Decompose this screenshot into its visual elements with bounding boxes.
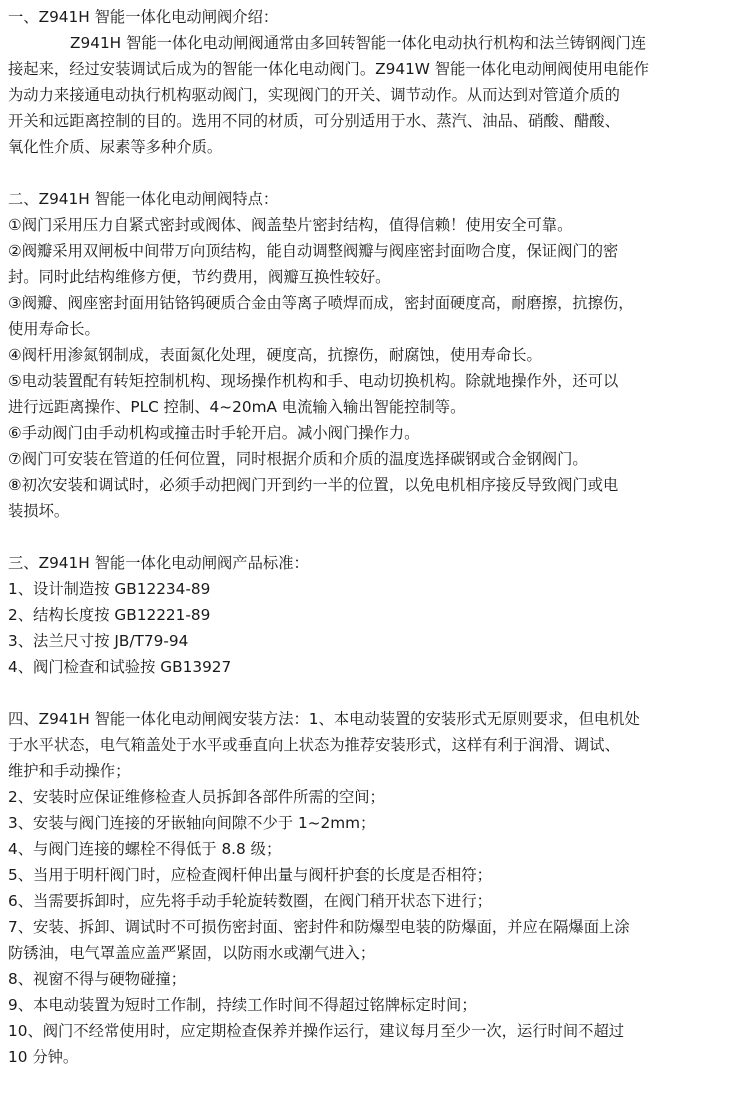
install-line: 3、安装与阀门连接的牙嵌轴向间隙不少于 1~2mm； <box>8 814 376 832</box>
install-line: 7、安装、拆卸、调试时不可损伤密封面、密封件和防爆型电装的防爆面，并应在隔爆面上涂 <box>8 918 630 936</box>
section-1-heading: 一、Z941H 智能一体化电动闸阀介绍： <box>8 8 279 26</box>
spacer <box>8 680 742 706</box>
install-line: 防锈油，电气罩盖应盖严紧固，以防雨水或潮气进入； <box>8 944 376 962</box>
install-line: 四、Z941H 智能一体化电动闸阀安装方法：1、本电动装置的安装形式无原则要求，但电机处 <box>8 710 640 728</box>
feature-line: ④阀杆用渗氮钢制成，表面氮化处理，硬度高，抗擦伤，耐腐蚀，使用寿命长。 <box>8 346 542 364</box>
install-line: 于水平状态，电气箱盖处于水平或垂直向上状态为推荐安装形式，这样有利于润滑、调试、 <box>8 736 620 754</box>
install-line: 维护和手动操作； <box>8 762 131 780</box>
feature-line: 使用寿命长。 <box>8 320 100 338</box>
install-line: 6、当需要拆卸时，应先将手动手轮旋转数圈，在阀门稍开状态下进行； <box>8 892 492 910</box>
install-line: 9、本电动装置为短时工作制，持续工作时间不得超过铭牌标定时间； <box>8 996 477 1014</box>
feature-line: ①阀门采用压力自紧式密封或阀体、阀盖垫片密封结构，值得信赖！使用安全可靠。 <box>8 216 573 234</box>
spacer <box>8 160 742 186</box>
section-1-line: 接起来，经过安装调试后成为的智能一体化电动阀门。Z941W 智能一体化电动闸阀使用电能作 <box>8 60 649 78</box>
section-3-heading: 三、Z941H 智能一体化电动闸阀产品标准： <box>8 554 309 572</box>
install-line: 10 分钟。 <box>8 1048 79 1066</box>
feature-line: 进行远距离操作、PLC 控制、4~20mA 电流输入输出智能控制等。 <box>8 398 466 416</box>
section-1-line: 氧化性介质、尿素等多种介质。 <box>8 138 223 156</box>
install-line: 2、安装时应保证维修检查人员拆卸各部件所需的空间； <box>8 788 385 806</box>
feature-line: ②阀瓣采用双闸板中间带万向顶结构，能自动调整阀瓣与阀座密封面吻合度，保证阀门的密 <box>8 242 619 260</box>
install-line: 10、阀门不经常使用时，应定期检查保养并操作运行，建议每月至少一次，运行时间不超过 <box>8 1022 625 1040</box>
section-2-heading: 二、Z941H 智能一体化电动闸阀特点： <box>8 190 279 208</box>
feature-line: ⑦阀门可安装在管道的任何位置，同时根据介质和介质的温度选择碳钢或合金钢阀门。 <box>8 450 588 468</box>
spacer <box>8 524 742 550</box>
standard-line: 3、法兰尺寸按 JB/T79-94 <box>8 632 189 650</box>
section-1-line: 开关和远距离控制的目的。选用不同的材质，可分别适用于水、蒸汽、油品、硝酸、醋酸、 <box>8 112 620 130</box>
feature-line: ③阀瓣、阀座密封面用钴铬钨硬质合金由等离子喷焊而成，密封面硬度高，耐磨擦，抗擦伤， <box>8 294 634 312</box>
section-1-line: 为动力来接通电动执行机构驱动阀门，实现阀门的开关、调节动作。从而达到对管道介质的 <box>8 86 620 104</box>
feature-line: 装损坏。 <box>8 502 70 520</box>
section-1-line: Z941H 智能一体化电动闸阀通常由多回转智能一体化电动执行机构和法兰铸钢阀门连 <box>70 34 647 52</box>
install-line: 5、当用于明杆阀门时，应检查阀杆伸出量与阀杆护套的长度是否相符； <box>8 866 492 884</box>
standard-line: 1、设计制造按 GB12234-89 <box>8 580 211 598</box>
feature-line: ⑥手动阀门由手动机构或撞击时手轮开启。减小阀门操作力。 <box>8 424 420 442</box>
standard-line: 4、阀门检查和试验按 GB13927 <box>8 658 232 676</box>
feature-line: 封。同时此结构维修方便，节约费用，阀瓣互换性较好。 <box>8 268 391 286</box>
install-line: 4、与阀门连接的螺栓不得低于 8.8 级； <box>8 840 282 858</box>
install-line: 8、视窗不得与硬物碰撞； <box>8 970 186 988</box>
feature-line: ⑧初次安装和调试时，必须手动把阀门开到约一半的位置，以免电机相序接反导致阀门或电 <box>8 476 619 494</box>
standard-line: 2、结构长度按 GB12221-89 <box>8 606 211 624</box>
feature-line: ⑤电动装置配有转矩控制机构、现场操作机构和手、电动切换机构。除就地操作外，还可以 <box>8 372 619 390</box>
